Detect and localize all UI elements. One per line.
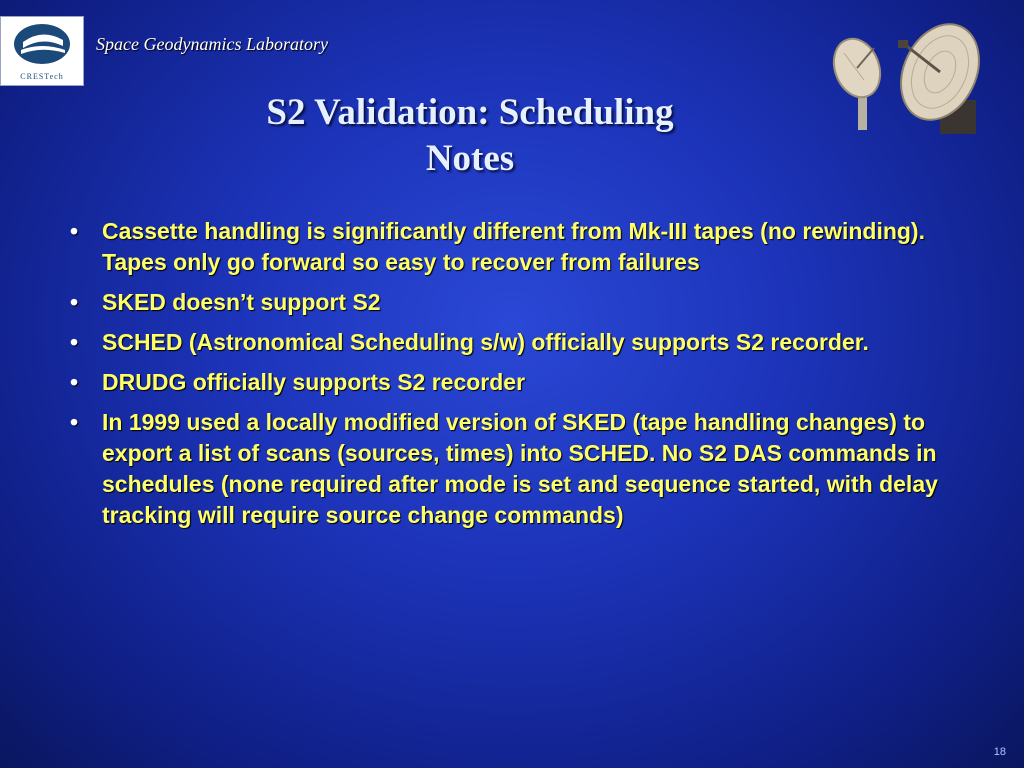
bullet-item	[70, 407, 970, 531]
bullet-text: SCHED (Astronomical Scheduling s/w) officially supports S2 recorder.	[102, 329, 869, 355]
page-number: 18	[993, 746, 1006, 758]
bullet-item	[70, 327, 970, 358]
bullet-marker: •	[70, 409, 79, 435]
bullet-marker: •	[70, 218, 79, 244]
large-antenna-icon	[886, 18, 992, 134]
lab-name: Space Geodynamics Laboratory	[96, 34, 328, 54]
bullet-item	[70, 367, 970, 398]
bullet-text: Cassette handling is significantly different from Mk-III tapes (no rewinding). Tapes only go forward so easy to recover from failures	[102, 218, 925, 275]
slide-title	[170, 90, 770, 182]
title-line-1: S2 Validation: Scheduling	[266, 92, 674, 133]
bullet-text: In 1999 used a locally modified version of SKED (tape handling changes) to export a list of scans (sources, times) into SCHED. No S2 DAS commands in schedules (none required after mode is set and sequence started, with delay tracking will require source change commands)	[102, 409, 938, 528]
bullet-marker: •	[70, 289, 79, 315]
crestech-logo-icon	[9, 20, 75, 70]
bullet-item	[70, 216, 970, 278]
small-antenna-icon	[826, 32, 888, 130]
logo-text: CRESTech	[20, 72, 64, 81]
bullet-marker: •	[70, 369, 79, 395]
bullet-text: DRUDG officially supports S2 recorder	[102, 369, 526, 395]
bullet-marker: •	[70, 329, 79, 355]
bullet-text: SKED doesn’t support S2	[102, 289, 381, 315]
radio-antennas-image	[822, 18, 992, 138]
title-line-2: Notes	[425, 138, 515, 179]
crestech-logo	[0, 16, 84, 86]
bullet-list	[70, 216, 970, 540]
bullet-item	[70, 287, 970, 318]
